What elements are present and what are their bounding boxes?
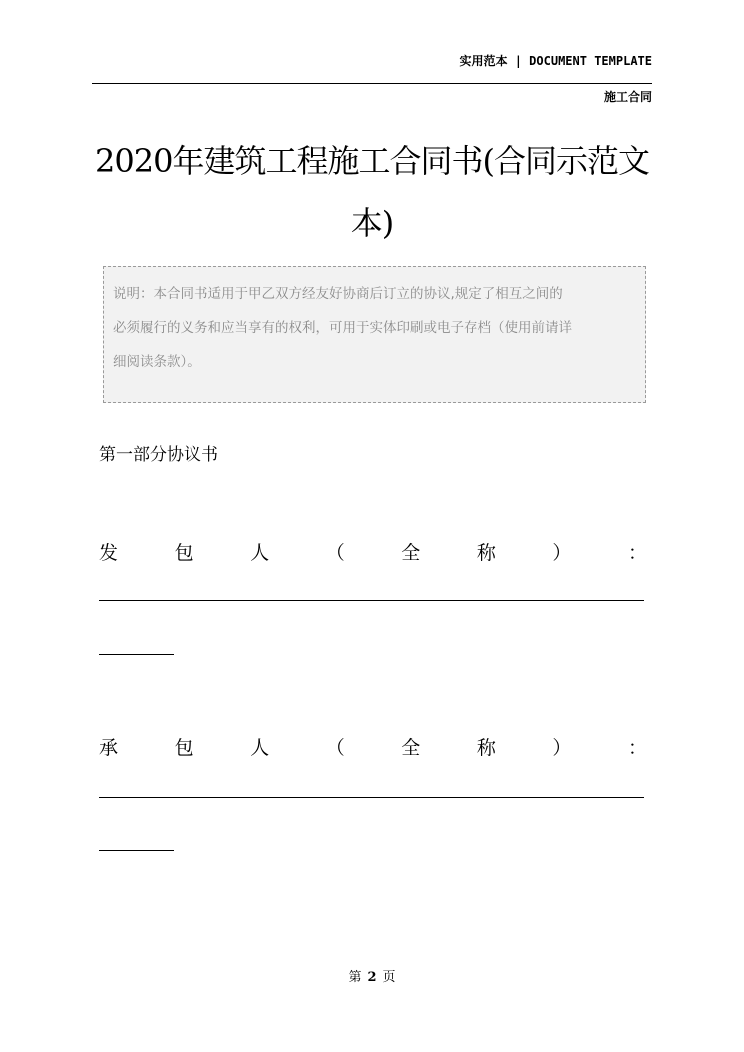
footer-suffix: 页 — [382, 970, 396, 985]
title-line-1: 2020年建筑工程施工合同书(合同示范文 — [95, 142, 649, 180]
party-char: ） — [552, 737, 572, 759]
document-title — [92, 130, 652, 254]
page-footer — [0, 966, 744, 985]
employer-fill-line-cont[interactable] — [99, 654, 174, 655]
note-box — [103, 266, 646, 403]
contractor-fill-line-cont[interactable] — [99, 850, 174, 851]
note-line-3: 细阅读条款）。 — [113, 354, 201, 370]
note-line-1: 说明：本合同书适用于甲乙双方经友好协商后订立的协议,规定了相互之间的 — [113, 286, 563, 302]
party-char: 称 — [476, 542, 496, 564]
party-char: 发 — [99, 542, 119, 564]
contractor-label-row — [99, 733, 647, 760]
party-char: ： — [627, 737, 647, 759]
employer-fill-line[interactable] — [99, 600, 644, 601]
party-char: ） — [552, 542, 572, 564]
party-char: 承 — [99, 737, 119, 759]
contractor-fill-line[interactable] — [99, 797, 644, 798]
footer-prefix: 第 — [348, 970, 362, 985]
header-divider — [92, 83, 652, 84]
party-char: 包 — [174, 737, 194, 759]
party-char: 全 — [401, 737, 421, 759]
party-char: 全 — [401, 542, 421, 564]
header-brand: 实用范本 | DOCUMENT TEMPLATE — [459, 54, 652, 68]
note-line-2: 必须履行的义务和应当享有的权利，可用于实体印刷或电子存档（使用前请详 — [113, 320, 572, 336]
page-number: 2 — [367, 970, 377, 985]
employer-label-row — [99, 538, 647, 565]
party-char: 人 — [250, 542, 270, 564]
party-char: ： — [627, 542, 647, 564]
section-heading: 第一部分协议书 — [99, 445, 218, 465]
title-line-2: 本) — [350, 204, 394, 242]
party-char: 包 — [174, 542, 194, 564]
party-char: （ — [325, 737, 345, 759]
header-category: 施工合同 — [603, 90, 652, 104]
party-char: （ — [325, 542, 345, 564]
party-char: 人 — [250, 737, 270, 759]
party-char: 称 — [476, 737, 496, 759]
